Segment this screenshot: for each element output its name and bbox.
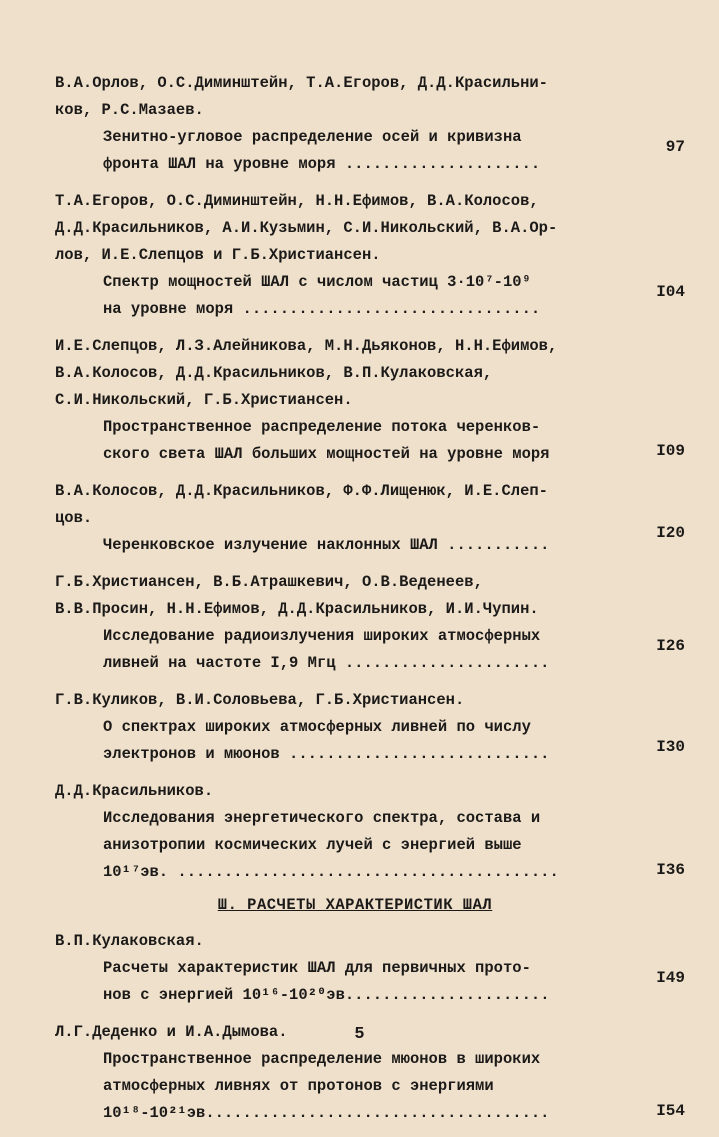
- entry-title-line: О спектрах широких атмосферных ливней по числу: [103, 718, 531, 736]
- toc-entry: [55, 478, 685, 559]
- entry-title-line: фронта ШАЛ на уровне моря .....................: [103, 155, 541, 173]
- entry-authors: И.Е.Слепцов, Л.З.Алейникова, М.Н.Дьяконов, Н.Н.Ефимов, В.А.Колосов, Д.Д.Красильников, В.П.Кулаковская, С.И.Никольский, Г.Б.Христиансен.: [55, 337, 558, 409]
- entry-authors: Г.В.Куликов, В.И.Соловьева, Г.Б.Христиансен.: [55, 691, 465, 709]
- entry-title-line: 10¹⁷эв. .........................................: [103, 863, 559, 881]
- entry-page-number: I04: [656, 283, 685, 301]
- entry-authors: В.А.Орлов, О.С.Диминштейн, Т.А.Егоров, Д.Д.Красильни- ков, Р.С.Мазаев.: [55, 74, 548, 119]
- entry-title-line: Исследование радиоизлучения широких атмосферных: [103, 627, 541, 645]
- section-heading: Ш. РАСЧЕТЫ ХАРАКТЕРИСТИК ШАЛ: [217, 896, 493, 914]
- entry-title-line: Черенковское излучение наклонных ШАЛ ...........: [103, 536, 550, 554]
- entry-authors: В.А.Колосов, Д.Д.Красильников, Ф.Ф.Лищенюк, И.Е.Слеп- цов.: [55, 482, 548, 527]
- toc-entry: [55, 928, 685, 1009]
- entry-authors: Д.Д.Красильников.: [55, 782, 214, 800]
- entry-page-number: I20: [656, 524, 685, 542]
- toc-entry: [55, 333, 685, 468]
- entry-title-line: Зенитно-угловое распределение осей и кривизна: [103, 128, 522, 146]
- entry-page-number: I30: [656, 738, 685, 756]
- entry-title-line: атмосферных ливнях от протонов с энергиями: [103, 1077, 494, 1095]
- entry-authors: Г.Б.Христиансен, В.Б.Атрашкевич, О.В.Веденеев, В.В.Просин, Н.Н.Ефимов, Д.Д.Красильников, И.И.Чупин.: [55, 573, 539, 618]
- entry-title-line: Пространственное распределение потока черенков-: [103, 418, 541, 436]
- toc-entry: [55, 188, 685, 323]
- entry-title-line: анизотропии космических лучей с энергией выше: [103, 836, 522, 854]
- entry-title-line: Пространственное распределение мюонов в широких: [103, 1050, 541, 1068]
- entry-title-line: нов с энергией 10¹⁶-10²⁰эв......................: [103, 986, 550, 1004]
- entry-title-line: Расчеты характеристик ШАЛ для первичных прото-: [103, 959, 531, 977]
- entry-page-number: 97: [665, 138, 685, 156]
- entry-authors: Т.А.Егоров, О.С.Диминштейн, Н.Н.Ефимов, В.А.Колосов, Д.Д.Красильников, А.И.Кузьмин, С.И.Никольский, В.А.Ор- лов, И.Е.Слепцов и Г.Б.Христиансен.: [55, 192, 558, 264]
- toc-entry: [55, 569, 685, 677]
- entry-title-line: 10¹⁸-10²¹эв.....................................: [103, 1104, 550, 1122]
- entry-title-line: ливней на частоте I,9 Мгц ......................: [103, 654, 550, 672]
- entry-page-number: I54: [656, 1102, 685, 1120]
- entry-page-number: I26: [656, 637, 685, 655]
- toc-entry: [55, 778, 685, 886]
- table-of-contents: [55, 70, 685, 1137]
- entry-title-line: ского света ШАЛ больших мощностей на уровне моря: [103, 445, 550, 463]
- entry-authors: В.П.Кулаковская.: [55, 932, 204, 950]
- entry-page-number: I36: [656, 861, 685, 879]
- entry-page-number: I09: [656, 442, 685, 460]
- entry-page-number: I49: [656, 969, 685, 987]
- toc-entry: [55, 687, 685, 768]
- entry-title-line: Исследования энергетического спектра, состава и: [103, 809, 541, 827]
- toc-entry: [55, 70, 685, 178]
- entry-title-line: Спектр мощностей ШАЛ с числом частиц 3·10⁷-10⁹: [103, 273, 531, 291]
- entry-authors: Л.Г.Деденко и И.А.Дымова.: [55, 1023, 288, 1041]
- footer-page-number: 5: [354, 1025, 365, 1044]
- entry-title-line: электронов и мюонов ............................: [103, 745, 550, 763]
- entry-title-line: на уровне моря ................................: [103, 300, 541, 318]
